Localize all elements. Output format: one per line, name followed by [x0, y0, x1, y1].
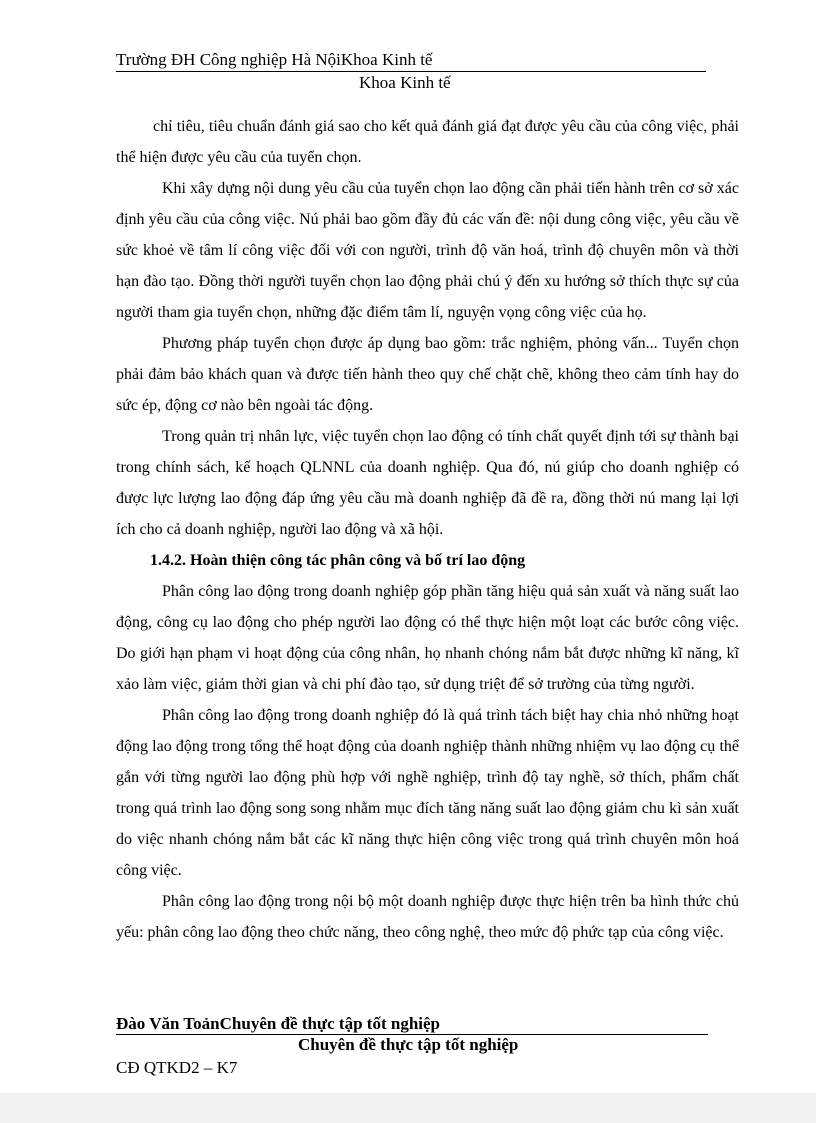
paragraph: Phân công lao động trong doanh nghiệp góp phần tăng hiệu quả sản xuất và năng suất lao động, công cụ lao động cho phép người lao động có thể thực hiện một loạt các bước công việc. Do giới hạn phạm vi hoạt động của công nhân, họ nhanh chóng nắm bắt được những kĩ năng, kĩ xảo làm việc, giảm thời gian và chi phí đào tạo, sử dụng triệt để sở trường của từng người.	[116, 583, 739, 693]
section-heading: 1.4.2. Hoàn thiện công tác phân công và bố trí lao động	[150, 552, 526, 569]
paragraph: Phân công lao động trong nội bộ một doanh nghiệp được thực hiện trên ba hình thức chủ yếu: phân công lao động theo chức năng, theo công nghệ, theo mức độ phức tạp của công việc.	[116, 893, 739, 941]
paragraph: Phương pháp tuyển chọn được áp dụng bao gồm: trắc nghiệm, phỏng vấn... Tuyển chọn phải đảm bảo khách quan và được tiến hành theo quy chế chặt chẽ, không theo cảm tính hay do sức ép, động cơ nào bên ngoài tác động.	[116, 335, 739, 414]
page-header: Trường ĐH Công nghiệp Hà NộiKhoa Kinh tế	[116, 50, 706, 72]
page-footer-class: CĐ QTKD2 – K7	[116, 1058, 238, 1077]
document-body	[116, 111, 739, 948]
page-bottom-band	[0, 1093, 816, 1123]
paragraph: Khi xây dựng nội dung yêu cầu của tuyển chọn lao động cần phải tiến hành trên cơ sở xác định yêu cầu của công việc. Nú phải bao gồm đầy đủ các vấn đề: nội dung công việc, yêu cầu về sức khoẻ về tâm lí công việc đối với con người, trình độ văn hoá, trình độ chuyên môn và thời hạn đào tạo. Đồng thời người tuyển chọn lao động phải chú ý đến xu hướng sở thích thực sự của người tham gia tuyển chọn, những đặc điểm tâm lí, nguyện vọng công việc của họ.	[116, 180, 739, 321]
page-footer: Đào Văn ToảnChuyên đề thực tập tốt nghiệp	[116, 1014, 708, 1035]
paragraph: Phân công lao động trong doanh nghiệp đó là quá trình tách biệt hay chia nhỏ những hoạt động lao động trong tổng thể hoạt động của doanh nghiệp thành những nhiệm vụ lao động cụ thể gắn với từng người lao động phù hợp với nghề nghiệp, trình độ tay nghề, sở thích, phẩm chất trong quá trình lao động song song nhằm mục đích tăng năng suất lao động giảm chu kì sản xuất do việc nhanh chóng nắm bắt các kĩ năng thực hiện công việc trong quá trình chuyên môn hoá công việc.	[116, 707, 739, 879]
page-header-subtitle: Khoa Kinh tế	[359, 73, 451, 92]
paragraph: Trong quản trị nhân lực, việc tuyển chọn lao động có tính chất quyết định tới sự thành bại trong chính sách, kế hoạch QLNNL của doanh nghiệp. Qua đó, nú giúp cho doanh nghiệp có được lực lượng lao động đáp ứng yêu cầu mà doanh nghiệp đã đề ra, đồng thời nú mang lại lợi ích cho cả doanh nghiệp, người lao động và xã hội.	[116, 428, 739, 538]
page-footer-title: Chuyên đề thực tập tốt nghiệp	[298, 1035, 519, 1054]
paragraph: chỉ tiêu, tiêu chuẩn đánh giá sao cho kết quả đánh giá đạt được yêu cầu của công việc, phải thể hiện được yêu cầu của tuyển chọn.	[116, 118, 739, 166]
